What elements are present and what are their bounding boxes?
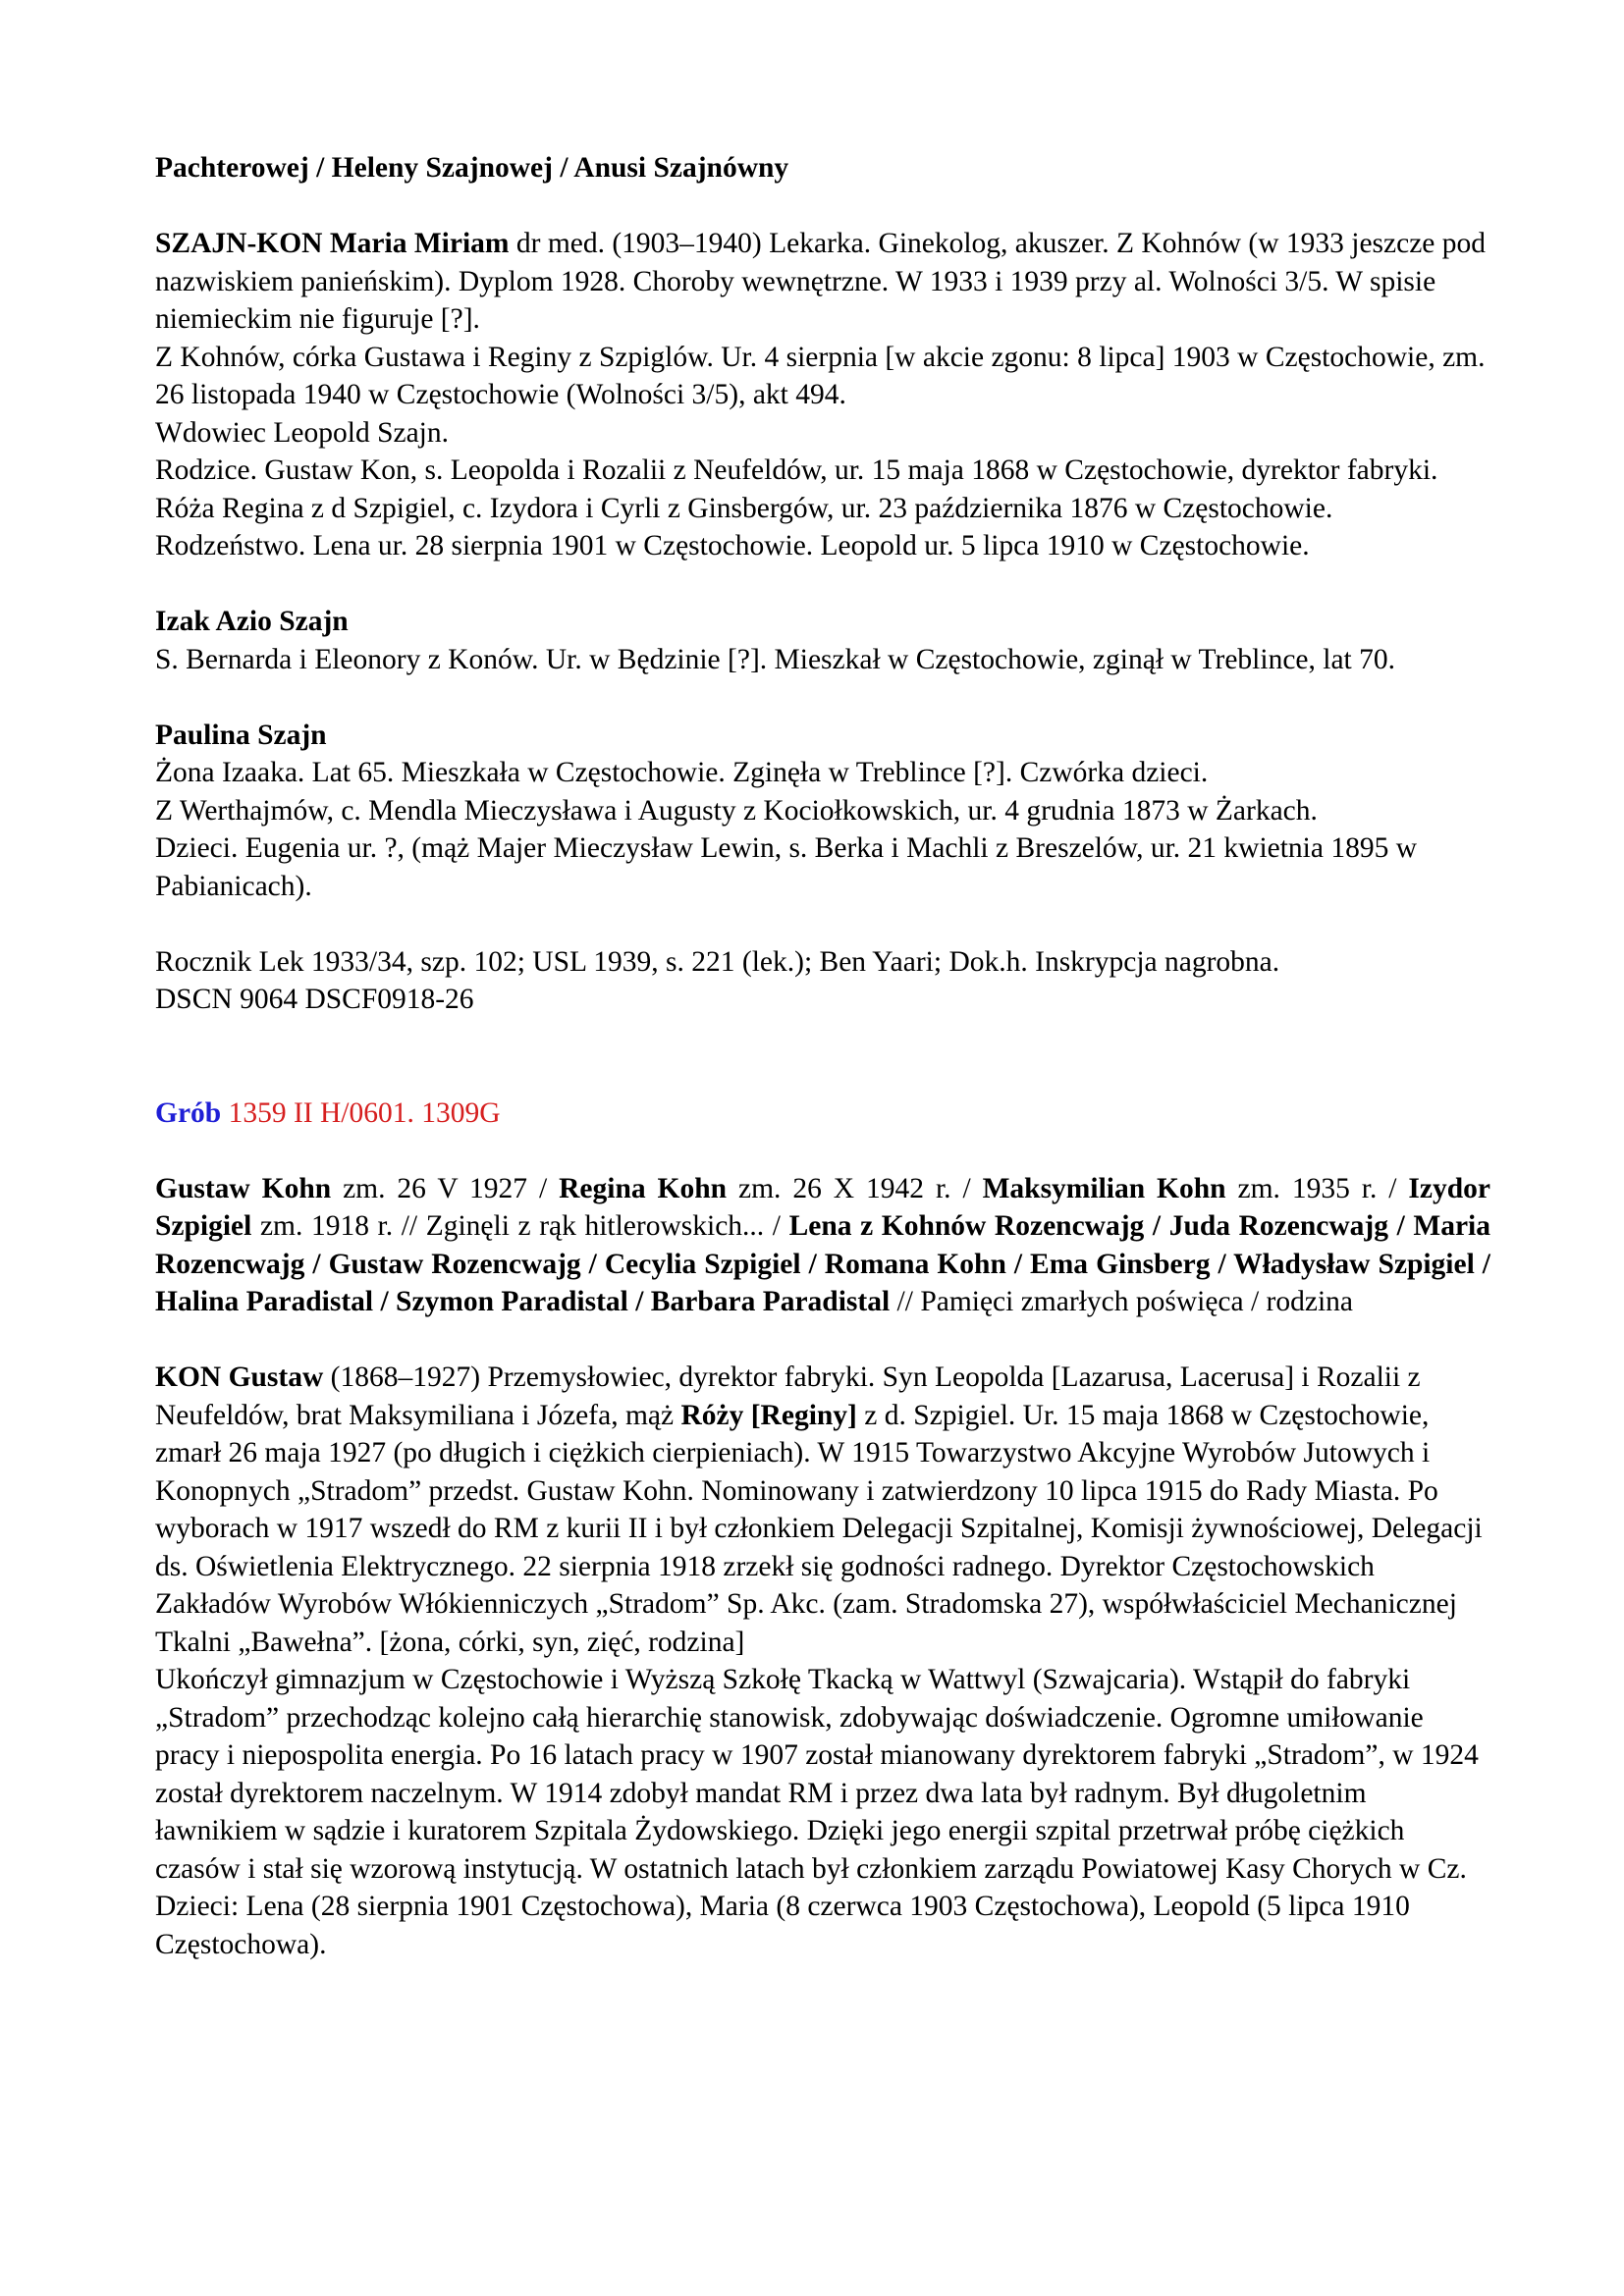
entry-name: KON Gustaw [155, 1362, 324, 1393]
entry-paulina-name: Paulina Szajn [155, 719, 327, 751]
entry-izak-name: Izak Azio Szajn [155, 606, 349, 637]
entry-paulina-line3: Dzieci. Eugenia ur. ?, (mąż Majer Mieczysław Lewin, s. Berka i Machli z Breszelów, ur. 21 kwietnia 1895 w Pabianicach). [155, 832, 1418, 902]
grave-label: Grób [155, 1096, 222, 1129]
entry-izak-text: S. Bernarda i Eleonory z Konów. Ur. w Będzinie [?]. Mieszkał w Częstochowie, zginął w Treblince, lat 70. [155, 643, 1395, 675]
entry-kon-gustaw-bio: Ukończył gimnazjum w Częstochowie i Wyższą Szkołę Tkacką w Wattwyl (Szwajcaria). Wstąpił do fabryki „Stradom” przechodząc kolejno całą hierarchię stanowisk, zdobywając doświadczenie. Ogromne umiłowanie pracy i niepospolita energia. Po 16 latach pracy w 1907 został mianowany dyrektorem fabryki „Stradom”, w 1924 został dyrektorem naczelnym. W 1914 zdobył mandat RM i przez dwa lata był radnym. Był długoletnim ławnikiem w sądzie i kuratorem Szpitala Żydowskiego. Dzięki jego energii szpital przetrwał próbę ciężkich czasów i stał się wzorową instytucją. W ostatnich latach był członkiem zarządu Powiatowej Kasy Chorych w Cz. Dzieci: Lena (28 sierpnia 1901 Częstochowa), Maria (8 czerwca 1903 Częstochowa), Leopold (5 lipca 1910 Częstochowa). [155, 1664, 1479, 1960]
document-page [155, 149, 1490, 1963]
sources-line2: DSCN 9064 DSCF0918-26 [155, 984, 474, 1015]
entry-name: SZAJN-KON Maria Miriam [155, 228, 510, 259]
sources-line1: Rocznik Lek 1933/34, szp. 102; USL 1939, s. 221 (lek.); Ben Yaari; Dok.h. Inskrypcja nagrobna. [155, 945, 1280, 978]
entry-paulina-line2: Z Werthajmów, c. Mendla Mieczysława i Augusty z Kociołkowskich, ur. 4 grudnia 1873 w Żarkach. [155, 794, 1318, 827]
entry-szajn-kon-intro: SZAJN-KON Maria Miriam dr med. (1903–1940) Lekarka. Ginekolog, akuszer. Z Kohnów (w 1933 jeszcze pod nazwiskiem panieńskim). Dyplom 1928. Choroby wewnętrzne. W 1933 i 1939 przy al. Wolności 3/5. W spisie niemieckim nie figuruje [?]. [155, 228, 1487, 335]
entry-kon-gustaw: KON Gustaw (1868–1927) Przemysłowiec, dyrektor fabryki. Syn Leopolda [Lazarusa, Lacerusa] i Rozalii z Neufeldów, brat Maksymiliana i Józefa, mąż Róży [Reginy] z d. Szpigiel. Ur. 15 maja 1868 w Częstochowie, zmarł 26 maja 1927 (po długich i ciężkich cierpieniach). W 1915 Towarzystwo Akcyjne Wyrobów Jutowych i Konopnych „Stradom” przedst. Gustaw Kohn. Nominowany i zatwierdzony 10 lipca 1915 do Rady Miasta. Po wyborach w 1917 wszedł do RM z kurii II i był członkiem Delegacji Szpitalnej, Komisji żywnościowej, Delegacji ds. Oświetlenia Elektrycznego. 22 sierpnia 1918 zrzekł się godności radnego. Dyrektor Częstochowskich Zakładów Wyrobów Włókienniczych „Stradom” Sp. Akc. (zam. Stradomska 27), współwłaściciel Mechanicznej Tkalni „Bawełna”. [żona, córki, syn, zięć, rodzina] [155, 1362, 1483, 1658]
entry-szajn-kon-siblings: Rodzeństwo. Lena ur. 28 sierpnia 1901 w Częstochowie. Leopold ur. 5 lipca 1910 w Częstochowie. [155, 530, 1310, 561]
entry-paulina-line1: Żona Izaaka. Lat 65. Mieszkała w Częstochowie. Zginęła w Treblince [?]. Czwórka dzieci. [155, 757, 1209, 788]
entry-szajn-kon-birth: Z Kohnów, córka Gustawa i Reginy z Szpiglów. Ur. 4 sierpnia [w akcie zgonu: 8 lipca] 1903 w Częstochowie, zm. 26 listopada 1940 w Częstochowie (Wolności 3/5), akt 494. [155, 341, 1486, 410]
entry-szajn-kon-widower: Wdowiec Leopold Szajn. [155, 416, 450, 449]
grave-inscription: Gustaw Kohn zm. 26 V 1927 / Regina Kohn zm. 26 X 1942 r. / Maksymilian Kohn zm. 1935 r. / Izydor Szpigiel zm. 1918 r. // Zginęli z rąk hitlerowskich... / Lena z Kohnów Rozencwajg / Juda Rozencwajg / Maria Rozencwajg / Gustaw Rozencwajg / Cecylia Szpigiel / Romana Kohn / Ema Ginsberg / Władysław Szpigiel / Halina Paradistal / Szymon Paradistal / Barbara Paradistal // Pamięci zmarłych poświęca / rodzina [155, 1172, 1490, 1317]
grave-heading [155, 1095, 1490, 1133]
grave-number: 1359 II H/0601. 1309G [221, 1096, 501, 1129]
entry-szajn-kon-parents: Rodzice. Gustaw Kon, s. Leopolda i Rozalii z Neufeldów, ur. 15 maja 1868 w Częstochowie, dyrektor fabryki. Róża Regina z d Szpigiel, c. Izydora i Cyrli z Ginsbergów, ur. 23 października 1876 w Częstochowie. [155, 454, 1438, 524]
heading-top: Pachterowej / Heleny Szajnowej / Anusi Szajnówny [155, 152, 789, 184]
